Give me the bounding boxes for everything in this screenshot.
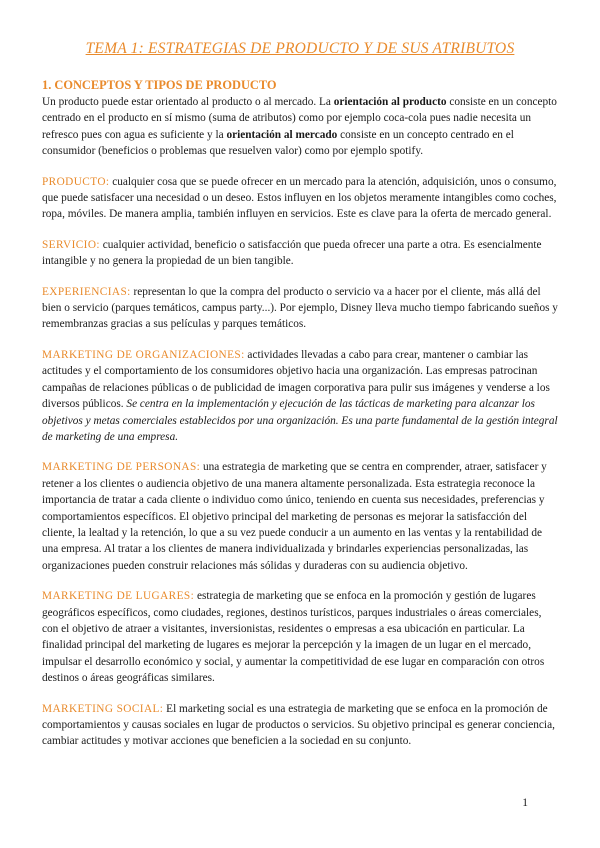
intro-paragraph: Un producto puede estar orientado al producto o al mercado. La orientación al producto consiste en un concepto centrado en el producto en sí mismo (suma de atributos) como por ejemplo coca-cola pues nadie necesita un refresco pues con agua es suficiente y la orientación al mercado consiste en un concepto centrado en el consumidor (beneficios o problemas que resuelven valor) como por ejemplo spotify. bbox=[42, 96, 557, 158]
producto-paragraph: PRODUCTO: cualquier cosa que se puede ofrecer en un mercado para la atención, adquisición, unos o consumo, que puede satisfacer una necesidad o un deseo. Estos influyen en los objetos meramente intangibles como coches, ropa, móviles. De manera amplia, también influyen en servicios. Este es clave para la oferta de mercado general. bbox=[42, 175, 557, 221]
term-producto: PRODUCTO: bbox=[42, 175, 110, 188]
servicio-paragraph: SERVICIO: cualquier actividad, beneficio o satisfacción que pueda ofrecer una parte a otra. Es esencialmente intangible y no genera la propiedad de un bien tangible. bbox=[42, 238, 542, 268]
experiencias-paragraph: EXPERIENCIAS: representan lo que la compra del producto o servicio va a hacer por el cliente, más allá del bien o servicio (parques temáticos, campus party...). Por ejemplo, Disney lleva mucho tiempo fabricando sueños y remembranzas gracias a sus películas y parques temáticos. bbox=[42, 285, 558, 331]
bold-term-market-orientation: orientación al mercado bbox=[226, 128, 338, 141]
personas-paragraph: MARKETING DE PERSONAS: una estrategia de marketing que se centra en comprender, atraer, satisfacer y retener a los clientes o audiencia objetivo de una manera altamente personalizada. Esta estrategia reconoce la importancia de tratar a cada cliente o individuo como único, teniendo en cuenta sus necesidades, preferencias y comportamientos específicos. El objetivo principal del marketing de personas es mejorar la satisfacción del cliente, la lealtad y la retención, lo que a su vez puede conducir a un aumento en las ventas y la rentabilidad de una empresa. Al tratar a los clientes de manera individualizada y brindarles experiencias personalizadas, las organizaciones pueden construir relaciones más sólidas y duraderas con su audiencia objetivo. bbox=[42, 461, 547, 572]
term-social: MARKETING SOCIAL: bbox=[42, 702, 164, 715]
page-number: 1 bbox=[522, 797, 528, 809]
bold-term-product-orientation: orientación al producto bbox=[333, 96, 447, 108]
section-heading: 1. CONCEPTOS Y TIPOS DE PRODUCTO bbox=[42, 78, 277, 92]
lugares-paragraph: MARKETING DE LUGARES: estrategia de marketing que se enfoca en la promoción y gestión de lugares geográficos específicos, como ciudades, regiones, destinos turísticos, parques industriales o áreas comerciales, con el objetivo de atraer a visitantes, inversionistas, residentes o empresas a esa ubicación en particular. La finalidad principal del marketing de lugares es mejorar la percepción y la imagen de un lugar en el mercado, impulsar el desarrollo económico y social, y aumentar la competitividad de ese lugar en comparación con otros destinos o áreas geográficas similares. bbox=[42, 590, 545, 685]
social-paragraph: MARKETING SOCIAL: El marketing social es una estrategia de marketing que se enfoca en la promoción de comportamientos y causas sociales en lugar de productos o servicios. Su objetivo principal es generar conciencia, cambiar actitudes y motivar acciones que beneficien a la sociedad en su conjunto. bbox=[42, 702, 555, 748]
term-personas: MARKETING DE PERSONAS: bbox=[42, 461, 201, 474]
document-page bbox=[42, 40, 558, 764]
organizaciones-italic-note: Se centra en la implementación y ejecución de las tácticas de marketing para alcanzar los objetivos y metas comerciales establecidos por una organización. Es una parte fundamental de la gestión integral de marketing de una empresa. bbox=[42, 398, 558, 443]
term-organizaciones: MARKETING DE ORGANIZACIONES: bbox=[42, 348, 245, 361]
term-lugares: MARKETING DE LUGARES: bbox=[42, 590, 195, 603]
organizaciones-paragraph: MARKETING DE ORGANIZACIONES: actividades llevadas a cabo para crear, mantener o cambiar las actitudes y el comportamiento de los consumidores objetivo hacia una organización. Las empresas patrocinan campañas de relaciones públicas o de publicidad de imagen corporativa para pulir sus imágenes y venderse a los diversos públicos. Se centra en la implementación y ejecución de las tácticas de marketing para alcanzar los objetivos y metas comerciales establecidos por una organización. Es una parte fundamental de la gestión integral de marketing de una empresa. bbox=[42, 348, 558, 443]
document-title: TEMA 1: ESTRATEGIAS DE PRODUCTO Y DE SUS ATRIBUTOS bbox=[85, 40, 515, 57]
term-experiencias: EXPERIENCIAS: bbox=[42, 285, 131, 298]
term-servicio: SERVICIO: bbox=[42, 238, 100, 251]
